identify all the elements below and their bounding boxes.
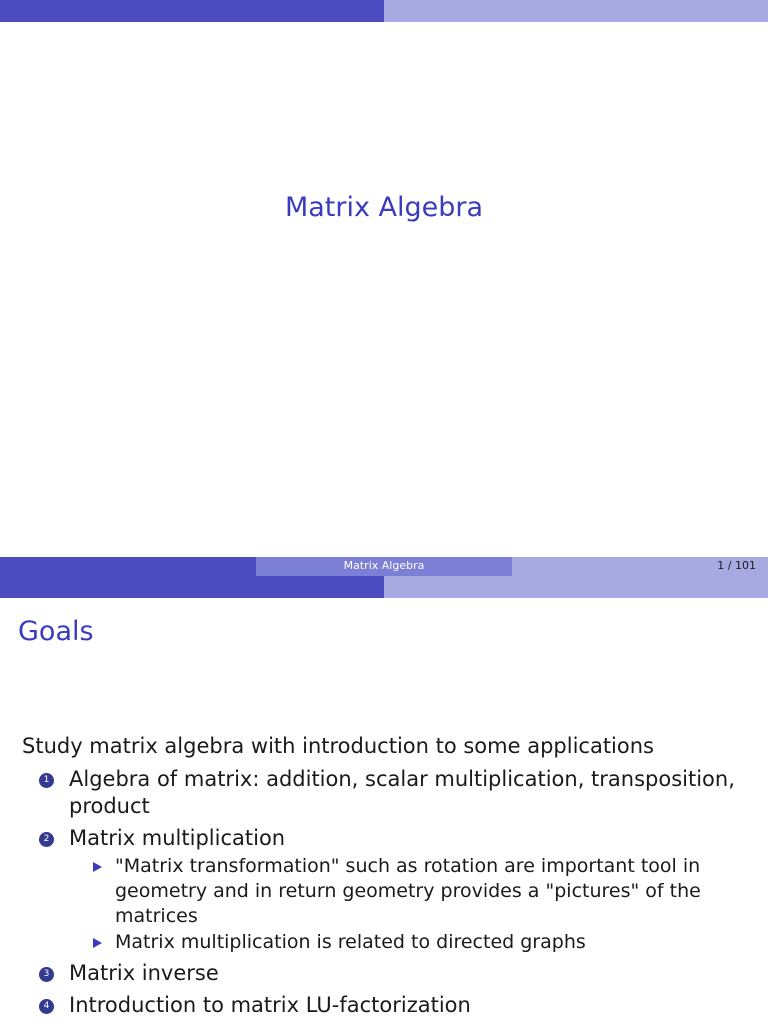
footer-left-block <box>0 557 256 576</box>
header-bar-left <box>0 576 384 598</box>
page-number: 1 / 101 <box>717 559 756 572</box>
triangle-bullet-icon <box>93 938 102 948</box>
item-number-badge: 4 <box>39 999 54 1014</box>
intro-text: Study matrix algebra with introduction to some applications <box>22 734 654 758</box>
frame-title: Goals <box>18 616 94 647</box>
list-item-text: Matrix inverse <box>69 961 219 985</box>
list-item <box>22 960 762 987</box>
triangle-bullet-icon <box>93 862 102 872</box>
goals-slide <box>0 576 768 1024</box>
footer-title: Matrix Algebra <box>256 557 512 576</box>
presentation-title: Matrix Algebra <box>284 192 484 223</box>
sub-list-item <box>69 854 762 929</box>
goals-list <box>22 766 762 1019</box>
slide-content <box>22 733 762 1024</box>
header-bar-left <box>0 0 384 22</box>
sub-list-item-text: "Matrix transformation" such as rotation are important tool in geometry and in return geometry provides a "pictures" of the matrices <box>115 855 701 927</box>
item-number-badge: 1 <box>39 773 54 788</box>
sub-list-item-text: Matrix multiplication is related to directed graphs <box>115 931 586 953</box>
list-item-text: Matrix multiplication <box>69 826 286 850</box>
header-bar-right <box>384 0 768 22</box>
list-item <box>22 825 762 955</box>
list-item <box>22 992 762 1019</box>
item-number-badge: 3 <box>39 967 54 982</box>
sub-list <box>69 854 762 955</box>
item-number-badge: 2 <box>39 832 54 847</box>
header-bar-right <box>384 576 768 598</box>
footer-right-block <box>512 557 768 576</box>
list-item-text: Introduction to matrix LU-factorization <box>69 993 471 1017</box>
list-item-text: Algebra of matrix: addition, scalar multiplication, transposition, product <box>69 767 735 818</box>
list-item <box>22 766 762 820</box>
slide-footer <box>0 557 768 576</box>
sub-list-item <box>69 930 762 955</box>
